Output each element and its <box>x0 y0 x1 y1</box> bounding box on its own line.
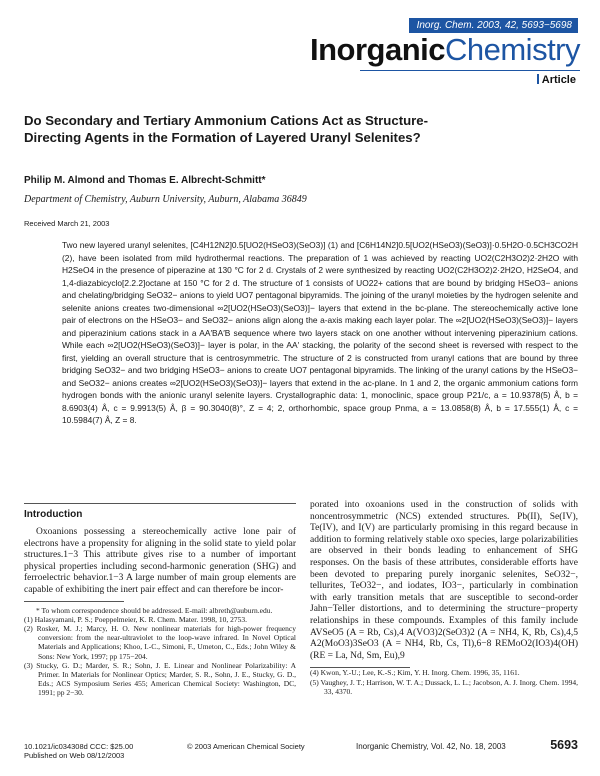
paper-title: Do Secondary and Tertiary Ammonium Cations Act as Structure-Directing Agents in the Formation of Layered Uranyl Selenites? <box>24 113 429 145</box>
footer-doi <box>24 742 133 760</box>
received-date: Received March 21, 2003 <box>24 219 110 228</box>
footnote-ref-2: (2) Rosker, M. J.; Marcy, H. O. New nonlinear materials for high-power frequency conversion: from the near-ultraviolet to the loop-wave infrared. In Novel Optical Materials and Applications; Khoo, I.-C., Simoni, F., Umeton, C., Eds.; John Wiley & Sons: New York, 1997; pp 175−204. <box>24 623 296 661</box>
brand-word-inorganic: Inorganic <box>309 32 445 67</box>
right-column <box>310 500 578 696</box>
journal-citation: Inorg. Chem. 2003, 42, 5693−5698 <box>409 18 578 33</box>
footer-doi-text: 10.1021/ic034308d CCC: $25.00 <box>24 742 134 751</box>
left-column <box>24 503 296 698</box>
footnote-rule <box>24 601 124 602</box>
journal-brand <box>310 33 580 67</box>
intro-paragraph: Oxoanions possessing a stereochemically active lone pair of electrons have a propensity for aligning in the solid state to yield polar structures.1−3 This attribute gives rise to a number of important physical properties including second-harmonic generation (SHG) and ferroelectric behavior.1−3 A large number of main group elements are capable of exhibiting the inert pair effect and can therefore be incor- <box>24 527 296 595</box>
article-tag-bar <box>537 74 539 84</box>
footnote-ref-3: (3) Stucky, G. D.; Marder, S. R.; Sohn, J. E. Linear and Nonlinear Polarizability: A Primer. In Materials for Nonlinear Optics; Marder, S. R., Sohn, J. E., Stucky, G. D., Eds.; ACS Symposium Series 455; American Chemical Society: Washington, DC, 1991; pp 2−30. <box>24 660 296 698</box>
footnote-ref-4: (4) Kwon, Y.-U.; Lee, K.-S.; Kim, Y. H. Inorg. Chem. 1996, 35, 1161. <box>310 668 520 678</box>
footnote-ref-1: (1) Halasyamani, P. S.; Poeppelmeier, K. R. Chem. Mater. 1998, 10, 2753. <box>24 614 248 624</box>
column-top-rule <box>24 503 296 504</box>
footer-published: Published on Web 08/12/2003 <box>24 751 125 760</box>
footer-copyright: © 2003 American Chemical Society <box>187 742 305 751</box>
footnote-ref-5: (5) Vaughey, J. T.; Harrison, W. T. A.; Dussack, L. L.; Jacobson, A. J. Inorg. Chem. 1994, 33, 4370. <box>310 677 578 696</box>
page-number: 5693 <box>550 738 578 752</box>
paper-authors: Philip M. Almond and Thomas E. Albrecht-Schmitt* <box>24 175 266 186</box>
article-tag-text: Article <box>541 74 576 86</box>
footer-journal: Inorganic Chemistry, Vol. 42, No. 18, 2003 <box>356 742 506 751</box>
footnote-correspondence: * To whom correspondence should be addressed. E-mail: albreth@auburn.edu. <box>36 605 273 615</box>
brand-rule <box>360 70 580 71</box>
section-heading-introduction: Introduction <box>24 509 83 520</box>
brand-word-chemistry: Chemistry <box>444 32 580 67</box>
article-type-label <box>537 74 576 86</box>
paper-affiliation: Department of Chemistry, Auburn University, Auburn, Alabama 36849 <box>24 194 307 205</box>
intro-paragraph-continued: porated into oxoanions used in the construction of solids with noncentrosymmetric (NCS) extended structures. Pb(II), Se(IV), Te(IV), and I(V) are particularly promising in this regard because in addition to forming relatively stable oxo species, large polarizabilities are observed in their bonds leading to enhancement of SHG responses. On the basis of these attributes, considerable efforts have been devoted to preparing purely inorganic selenites, SeO32−, tellurites, TeO32−, and iodates, IO3−, particularly in combination with early transition metals that are susceptible to second-order Jahn−Teller distortions, and to determining the structure−property relationships in these compounds. Examples of this family include AVSeO5 (A = Rb, Cs),4 A(VO3)2(SeO3)2 (A = NH4, K, Rb, Cs),4,5 A2(MoO3)3SeO3 (A = NH4, Rb, Cs, Tl),6−8 REMoO2(IO3)4(OH) (RE = La, Nd, Sm, Eu),9 <box>310 500 578 661</box>
abstract: Two new layered uranyl selenites, [C4H12N2]0.5[UO2(HSeO3)(SeO3)] (1) and [C6H14N2]0.5[UO2(HSeO3)(SeO3)]·0.5H2O·0.5CH3CO2H (2), have been isolated from mild hydrothermal reactions. The preparation of 1 was achieved by reacting UO2(C2H3O2)2·2H2O with H2SeO4 in the presence of piperazine at 130 °C for 2 d. Crystals of 2 were synthesized by reacting UO2(C2H3O2)2·2H2O, H2SeO4, and 1,4-diazabicyclo[2.2.2]octane at 150 °C for 2 d. The structure of 1 consists of UO22+ cations that are bound by bridging HSeO3− anions and chelating/bridging SeO32− anions to yield UO7 pentagonal bipyramids. The joining of the uranyl moieties by the hydrogen selenite and selenite anions creates two-dimensional ∞2[UO2(HSeO3)(SeO3)]− layers that extend in the bc-plane. The stereochemically active lone pair of electrons on the HSeO3− and SeO32− anions align along the a-axis making each layer polar. The ∞2[UO2(HSeO3)(SeO3)]− layers and piperazinium cations stack in a AA′BA′B sequence where two layers stack on one another without intervening piperazinium cations. While each ∞2[UO2(HSeO3)(SeO3)]− layer is polar, in the AA′ stacking, the polarity of the second sheet is reversed with respect to the first, yielding an overall structure that is centrosymmetric. The structure of 2 is constructed from uranyl cations that are bound by three bridging SeO32− and two bridging HSeO3− anions to create UO7 pentagonal bipyramids. The linking of the uranyl cations by the HSeO3− and SeO32− anions creates ∞2[UO2(HSeO3)(SeO3)]− layers that extend in the ac-plane. In 1 and 2, the organic ammonium cations form hydrogen bonds with the anionic uranyl selenite layers. Crystallographic data: 1, monoclinic, space group P21/c, a = 10.9378(5) Å, b = 8.6903(4) Å, c = 9.9913(5) Å, β = 90.3040(8)°, Z = 4; 2, orthorhombic, space group Pnma, a = 13.0858(8) Å, b = 17.555(1) Å, c = 10.5984(7) Å, Z = 8. <box>62 240 578 425</box>
